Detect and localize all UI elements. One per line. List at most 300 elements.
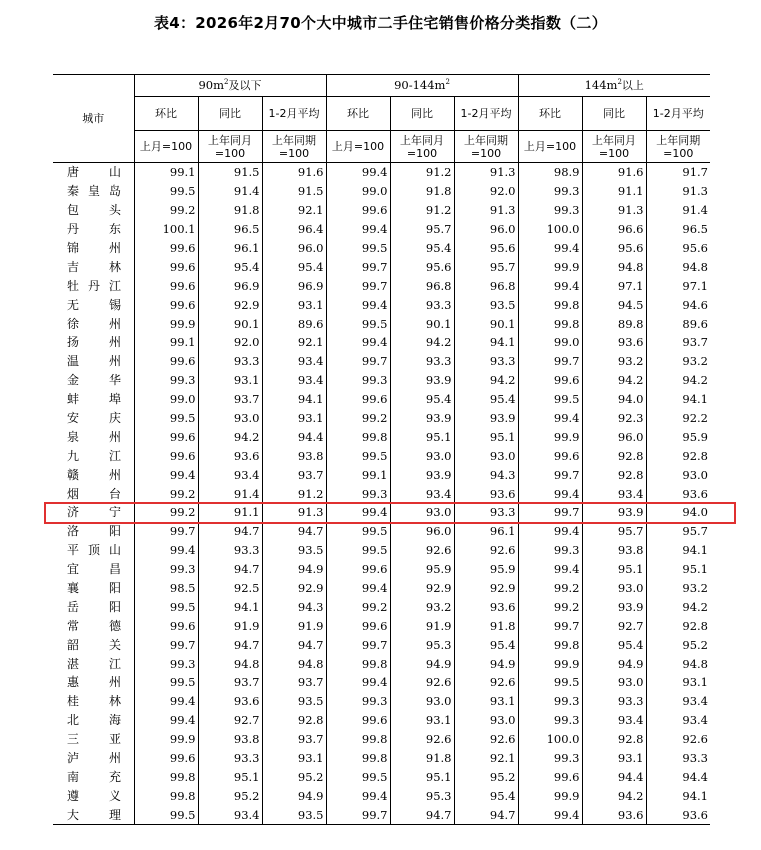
index-value-cell: 94.1: [646, 541, 710, 560]
index-value-cell: 99.6: [134, 295, 198, 314]
index-value-cell: 92.1: [262, 201, 326, 220]
index-value-cell: 94.7: [198, 522, 262, 541]
city-column-header: 城市: [53, 75, 134, 163]
table-row: [53, 163, 710, 182]
index-value-cell: 96.1: [198, 239, 262, 258]
index-value-cell: 99.4: [134, 465, 198, 484]
index-value-cell: 99.3: [134, 654, 198, 673]
index-value-cell: 99.7: [134, 635, 198, 654]
table-row: [53, 409, 710, 428]
index-value-cell: 99.4: [326, 786, 390, 805]
index-value-cell: 94.3: [262, 597, 326, 616]
table-row: [53, 635, 710, 654]
index-value-cell: 99.6: [518, 768, 582, 787]
index-value-cell: 96.8: [454, 276, 518, 295]
index-value-cell: 95.3: [390, 635, 454, 654]
index-value-cell: 99.5: [518, 390, 582, 409]
index-value-cell: 93.3: [390, 352, 454, 371]
index-value-cell: 94.5: [582, 295, 646, 314]
table-row: [53, 579, 710, 598]
index-value-cell: 95.9: [646, 427, 710, 446]
city-cell: [53, 597, 134, 616]
index-value-cell: 93.4: [582, 484, 646, 503]
table-row: [53, 371, 710, 390]
index-value-cell: 93.2: [390, 597, 454, 616]
index-value-cell: 93.4: [198, 465, 262, 484]
index-value-cell: 92.8: [646, 446, 710, 465]
index-value-cell: 95.1: [582, 560, 646, 579]
index-value-cell: 94.8: [646, 654, 710, 673]
index-value-cell: 93.0: [646, 465, 710, 484]
index-value-cell: 99.5: [326, 446, 390, 465]
index-value-cell: 99.5: [326, 541, 390, 560]
index-value-cell: 94.4: [262, 427, 326, 446]
index-value-cell: 94.7: [390, 805, 454, 824]
index-value-cell: 93.4: [582, 711, 646, 730]
index-value-cell: 99.4: [518, 409, 582, 428]
city-name: 岳阳: [67, 599, 121, 614]
city-cell: [53, 390, 134, 409]
index-value-cell: 99.6: [326, 711, 390, 730]
index-value-cell: 99.3: [518, 749, 582, 768]
city-name: 宜昌: [67, 562, 121, 577]
city-cell: [53, 711, 134, 730]
index-value-cell: 99.4: [518, 484, 582, 503]
city-cell: [53, 768, 134, 787]
index-value-cell: 93.1: [198, 371, 262, 390]
index-value-cell: 93.0: [390, 692, 454, 711]
index-value-cell: 94.1: [646, 786, 710, 805]
index-value-cell: 93.4: [262, 352, 326, 371]
index-value-cell: 94.7: [262, 635, 326, 654]
index-value-cell: 94.9: [454, 654, 518, 673]
index-value-cell: 99.4: [518, 560, 582, 579]
index-value-cell: 95.4: [454, 635, 518, 654]
index-value-cell: 99.5: [518, 673, 582, 692]
city-cell: [53, 465, 134, 484]
index-value-cell: 93.1: [262, 295, 326, 314]
index-value-cell: 99.5: [134, 409, 198, 428]
table-row: [53, 295, 710, 314]
city-cell: [53, 692, 134, 711]
table-row: [53, 465, 710, 484]
table-row: [53, 560, 710, 579]
index-value-cell: 91.4: [198, 484, 262, 503]
index-value-cell: 93.3: [198, 352, 262, 371]
index-value-cell: 91.5: [262, 182, 326, 201]
table-row: [53, 427, 710, 446]
price-index-table: [53, 74, 710, 825]
index-value-cell: 99.3: [134, 560, 198, 579]
index-value-cell: 92.6: [454, 673, 518, 692]
index-value-cell: 99.8: [134, 786, 198, 805]
index-value-cell: 96.4: [262, 220, 326, 239]
table-row: [53, 220, 710, 239]
city-name: 湛江: [67, 656, 121, 671]
index-value-cell: 93.7: [262, 673, 326, 692]
table-header: [53, 75, 710, 163]
city-cell: [53, 163, 134, 182]
index-value-cell: 92.6: [454, 730, 518, 749]
index-value-cell: 92.0: [454, 182, 518, 201]
city-name: 三亚: [67, 732, 121, 747]
index-value-cell: 99.4: [134, 711, 198, 730]
index-value-cell: 91.6: [582, 163, 646, 182]
city-name: 丹东: [67, 222, 121, 237]
city-name: 平顶山: [67, 543, 121, 558]
index-value-cell: 93.6: [582, 333, 646, 352]
index-value-cell: 94.9: [262, 786, 326, 805]
index-value-cell: 94.4: [646, 768, 710, 787]
index-value-cell: 92.9: [262, 579, 326, 598]
index-value-cell: 99.6: [326, 616, 390, 635]
index-value-cell: 98.5: [134, 579, 198, 598]
sub-column-header: 1-2月平均: [454, 97, 518, 131]
sub-column-header-row: [53, 97, 710, 131]
index-value-cell: 99.6: [134, 352, 198, 371]
index-value-cell: 95.7: [454, 257, 518, 276]
index-value-cell: 93.1: [454, 692, 518, 711]
city-cell: [53, 522, 134, 541]
index-value-cell: 99.3: [326, 484, 390, 503]
index-value-cell: 96.1: [454, 522, 518, 541]
base-label: 上年同期=100: [646, 131, 710, 163]
index-value-cell: 93.7: [262, 465, 326, 484]
index-value-cell: 99.9: [134, 730, 198, 749]
city-cell: [53, 560, 134, 579]
index-value-cell: 94.2: [646, 371, 710, 390]
city-cell: [53, 295, 134, 314]
index-value-cell: 95.2: [646, 635, 710, 654]
index-value-cell: 93.5: [262, 805, 326, 824]
index-value-cell: 95.7: [390, 220, 454, 239]
index-value-cell: 99.4: [134, 541, 198, 560]
index-value-cell: 94.8: [582, 257, 646, 276]
index-value-cell: 99.7: [518, 503, 582, 522]
index-value-cell: 91.4: [198, 182, 262, 201]
index-value-cell: 94.7: [198, 635, 262, 654]
index-value-cell: 94.2: [390, 333, 454, 352]
base-label: 上月=100: [134, 131, 198, 163]
index-value-cell: 99.5: [326, 314, 390, 333]
index-value-cell: 99.6: [134, 239, 198, 258]
index-value-cell: 95.1: [454, 427, 518, 446]
table-row: [53, 522, 710, 541]
base-label: 上年同期=100: [454, 131, 518, 163]
index-value-cell: 93.6: [646, 805, 710, 824]
city-cell: [53, 257, 134, 276]
city-name: 徐州: [67, 316, 121, 331]
index-value-cell: 92.6: [454, 541, 518, 560]
index-value-cell: 99.3: [518, 692, 582, 711]
index-value-cell: 92.7: [198, 711, 262, 730]
index-value-cell: 93.5: [454, 295, 518, 314]
index-value-cell: 93.2: [646, 579, 710, 598]
index-value-cell: 99.5: [134, 805, 198, 824]
index-value-cell: 93.6: [582, 805, 646, 824]
index-value-cell: 95.9: [454, 560, 518, 579]
index-value-cell: 94.9: [582, 654, 646, 673]
index-value-cell: 93.7: [262, 730, 326, 749]
index-value-cell: 93.9: [582, 503, 646, 522]
index-value-cell: 92.9: [390, 579, 454, 598]
index-value-cell: 89.6: [646, 314, 710, 333]
index-value-cell: 93.6: [646, 484, 710, 503]
city-name: 烟台: [67, 486, 121, 501]
index-value-cell: 93.1: [646, 673, 710, 692]
index-value-cell: 96.0: [454, 220, 518, 239]
city-cell: [53, 484, 134, 503]
index-value-cell: 93.5: [262, 541, 326, 560]
index-value-cell: 92.0: [198, 333, 262, 352]
index-value-cell: 94.0: [582, 390, 646, 409]
index-value-cell: 94.1: [198, 597, 262, 616]
index-value-cell: 99.6: [134, 446, 198, 465]
table-row: [53, 314, 710, 333]
index-value-cell: 93.0: [454, 446, 518, 465]
base-label-row: [53, 131, 710, 163]
base-label: 上年同月=100: [198, 131, 262, 163]
index-value-cell: 93.3: [582, 692, 646, 711]
index-value-cell: 93.8: [262, 446, 326, 465]
index-value-cell: 100.0: [518, 220, 582, 239]
base-label: 上月=100: [518, 131, 582, 163]
index-value-cell: 96.0: [582, 427, 646, 446]
index-value-cell: 91.8: [390, 749, 454, 768]
index-value-cell: 95.4: [390, 390, 454, 409]
index-value-cell: 94.9: [390, 654, 454, 673]
index-value-cell: 91.7: [646, 163, 710, 182]
index-value-cell: 93.9: [390, 409, 454, 428]
city-cell: [53, 352, 134, 371]
index-value-cell: 99.8: [518, 295, 582, 314]
index-value-cell: 95.4: [198, 257, 262, 276]
index-value-cell: 96.5: [198, 220, 262, 239]
index-value-cell: 91.3: [454, 201, 518, 220]
index-value-cell: 99.9: [518, 427, 582, 446]
index-value-cell: 99.4: [326, 333, 390, 352]
city-name: 韶关: [67, 637, 121, 652]
city-cell: [53, 541, 134, 560]
index-value-cell: 95.1: [390, 768, 454, 787]
index-value-cell: 95.4: [582, 635, 646, 654]
index-value-cell: 90.1: [454, 314, 518, 333]
city-name: 襄阳: [67, 581, 121, 596]
index-value-cell: 99.7: [518, 616, 582, 635]
index-value-cell: 99.3: [326, 692, 390, 711]
index-value-cell: 93.4: [646, 711, 710, 730]
index-value-cell: 99.1: [134, 333, 198, 352]
city-cell: [53, 276, 134, 295]
index-value-cell: 93.2: [646, 352, 710, 371]
index-value-cell: 99.4: [326, 163, 390, 182]
index-value-cell: 93.6: [454, 597, 518, 616]
index-value-cell: 93.0: [198, 409, 262, 428]
index-value-cell: 99.6: [134, 257, 198, 276]
index-value-cell: 91.9: [390, 616, 454, 635]
index-value-cell: 99.8: [518, 314, 582, 333]
base-label: 上年同月=100: [582, 131, 646, 163]
index-value-cell: 96.9: [262, 276, 326, 295]
index-value-cell: 95.4: [390, 239, 454, 258]
index-value-cell: 93.0: [582, 673, 646, 692]
index-value-cell: 92.6: [390, 673, 454, 692]
index-value-cell: 95.1: [646, 560, 710, 579]
city-name: 无锡: [67, 297, 121, 312]
table-row: [53, 616, 710, 635]
sub-column-header: 环比: [518, 97, 582, 131]
index-value-cell: 93.9: [390, 371, 454, 390]
index-value-cell: 90.1: [198, 314, 262, 333]
index-value-cell: 93.4: [198, 805, 262, 824]
index-value-cell: 99.9: [134, 314, 198, 333]
table-row: [53, 484, 710, 503]
index-value-cell: 99.7: [326, 352, 390, 371]
index-value-cell: 93.8: [582, 541, 646, 560]
city-cell: [53, 409, 134, 428]
city-cell: [53, 371, 134, 390]
index-value-cell: 92.1: [454, 749, 518, 768]
city-name: 扬州: [67, 335, 121, 350]
index-value-cell: 91.1: [582, 182, 646, 201]
table-row: [53, 541, 710, 560]
index-value-cell: 95.4: [454, 786, 518, 805]
index-value-cell: 97.1: [646, 276, 710, 295]
city-name: 惠州: [67, 675, 121, 690]
group-header-medium: $90-144m^2$: [326, 75, 518, 97]
index-value-cell: 99.2: [134, 201, 198, 220]
table-row: [53, 711, 710, 730]
base-label: 上年同月=100: [390, 131, 454, 163]
index-value-cell: 99.8: [326, 730, 390, 749]
table-row: [53, 503, 710, 522]
table-row: [53, 276, 710, 295]
index-value-cell: 99.2: [326, 597, 390, 616]
index-value-cell: 99.6: [326, 560, 390, 579]
index-value-cell: 94.7: [198, 560, 262, 579]
index-value-cell: 99.4: [326, 673, 390, 692]
city-cell: [53, 805, 134, 824]
index-value-cell: 93.0: [582, 579, 646, 598]
sub-column-header: 同比: [198, 97, 262, 131]
index-value-cell: 93.7: [646, 333, 710, 352]
index-value-cell: 99.3: [518, 201, 582, 220]
index-value-cell: 99.3: [518, 182, 582, 201]
index-value-cell: 95.6: [454, 239, 518, 258]
index-value-cell: 94.8: [262, 654, 326, 673]
index-value-cell: 94.3: [454, 465, 518, 484]
index-value-cell: 95.4: [454, 390, 518, 409]
city-name: 济宁: [67, 505, 121, 520]
index-value-cell: 93.6: [198, 692, 262, 711]
index-value-cell: 94.8: [198, 654, 262, 673]
index-value-cell: 92.1: [262, 333, 326, 352]
city-cell: [53, 182, 134, 201]
index-value-cell: 94.0: [646, 503, 710, 522]
index-value-cell: 99.4: [326, 295, 390, 314]
table-row: [53, 805, 710, 824]
index-value-cell: 99.6: [134, 427, 198, 446]
city-name: 包头: [67, 203, 121, 218]
city-cell: [53, 201, 134, 220]
index-value-cell: 95.9: [390, 560, 454, 579]
index-value-cell: 95.6: [390, 257, 454, 276]
index-value-cell: 89.6: [262, 314, 326, 333]
table-row: [53, 692, 710, 711]
index-value-cell: 95.1: [390, 427, 454, 446]
index-value-cell: 95.4: [262, 257, 326, 276]
city-name: 牡丹江: [67, 278, 121, 293]
index-value-cell: 99.1: [134, 163, 198, 182]
index-value-cell: 91.5: [198, 163, 262, 182]
index-value-cell: 99.5: [134, 673, 198, 692]
index-value-cell: 100.1: [134, 220, 198, 239]
table-row: [53, 201, 710, 220]
index-value-cell: 95.2: [198, 786, 262, 805]
index-value-cell: 91.3: [262, 503, 326, 522]
index-value-cell: 96.5: [646, 220, 710, 239]
index-value-cell: 99.7: [518, 352, 582, 371]
index-value-cell: 93.0: [454, 711, 518, 730]
city-cell: [53, 749, 134, 768]
index-value-cell: 91.8: [454, 616, 518, 635]
index-value-cell: 93.1: [262, 749, 326, 768]
index-value-cell: 96.8: [390, 276, 454, 295]
index-value-cell: 93.0: [390, 503, 454, 522]
table-row: [53, 597, 710, 616]
index-value-cell: 93.7: [198, 390, 262, 409]
sub-column-header: 1-2月平均: [646, 97, 710, 131]
index-value-cell: 95.6: [646, 239, 710, 258]
index-value-cell: 99.0: [134, 390, 198, 409]
index-value-cell: 93.1: [262, 409, 326, 428]
city-name: 安庆: [67, 411, 121, 426]
index-value-cell: 94.1: [454, 333, 518, 352]
index-value-cell: 94.1: [646, 390, 710, 409]
index-value-cell: 94.2: [646, 597, 710, 616]
city-name: 赣州: [67, 467, 121, 482]
table-row: [53, 730, 710, 749]
index-value-cell: 92.6: [390, 730, 454, 749]
table-row: [53, 182, 710, 201]
index-value-cell: 96.9: [198, 276, 262, 295]
city-name: 吉林: [67, 259, 121, 274]
index-value-cell: 99.9: [518, 257, 582, 276]
base-label: 上年同期=100: [262, 131, 326, 163]
city-name: 唐山: [67, 165, 121, 180]
index-value-cell: 99.8: [326, 654, 390, 673]
city-cell: [53, 503, 134, 522]
index-value-cell: 92.8: [582, 446, 646, 465]
index-value-cell: 94.7: [262, 522, 326, 541]
city-name: 南充: [67, 769, 121, 784]
table-row: [53, 390, 710, 409]
index-value-cell: 91.2: [390, 201, 454, 220]
city-cell: [53, 427, 134, 446]
index-value-cell: 94.9: [262, 560, 326, 579]
index-value-cell: 99.4: [326, 220, 390, 239]
index-value-cell: 99.8: [326, 749, 390, 768]
index-value-cell: 94.2: [198, 427, 262, 446]
index-value-cell: 94.6: [646, 295, 710, 314]
index-value-cell: 93.7: [198, 673, 262, 692]
index-value-cell: 93.6: [198, 446, 262, 465]
index-value-cell: 99.7: [134, 522, 198, 541]
table-row: [53, 352, 710, 371]
city-name: 北海: [67, 713, 121, 728]
table-row: [53, 749, 710, 768]
index-value-cell: 94.1: [262, 390, 326, 409]
